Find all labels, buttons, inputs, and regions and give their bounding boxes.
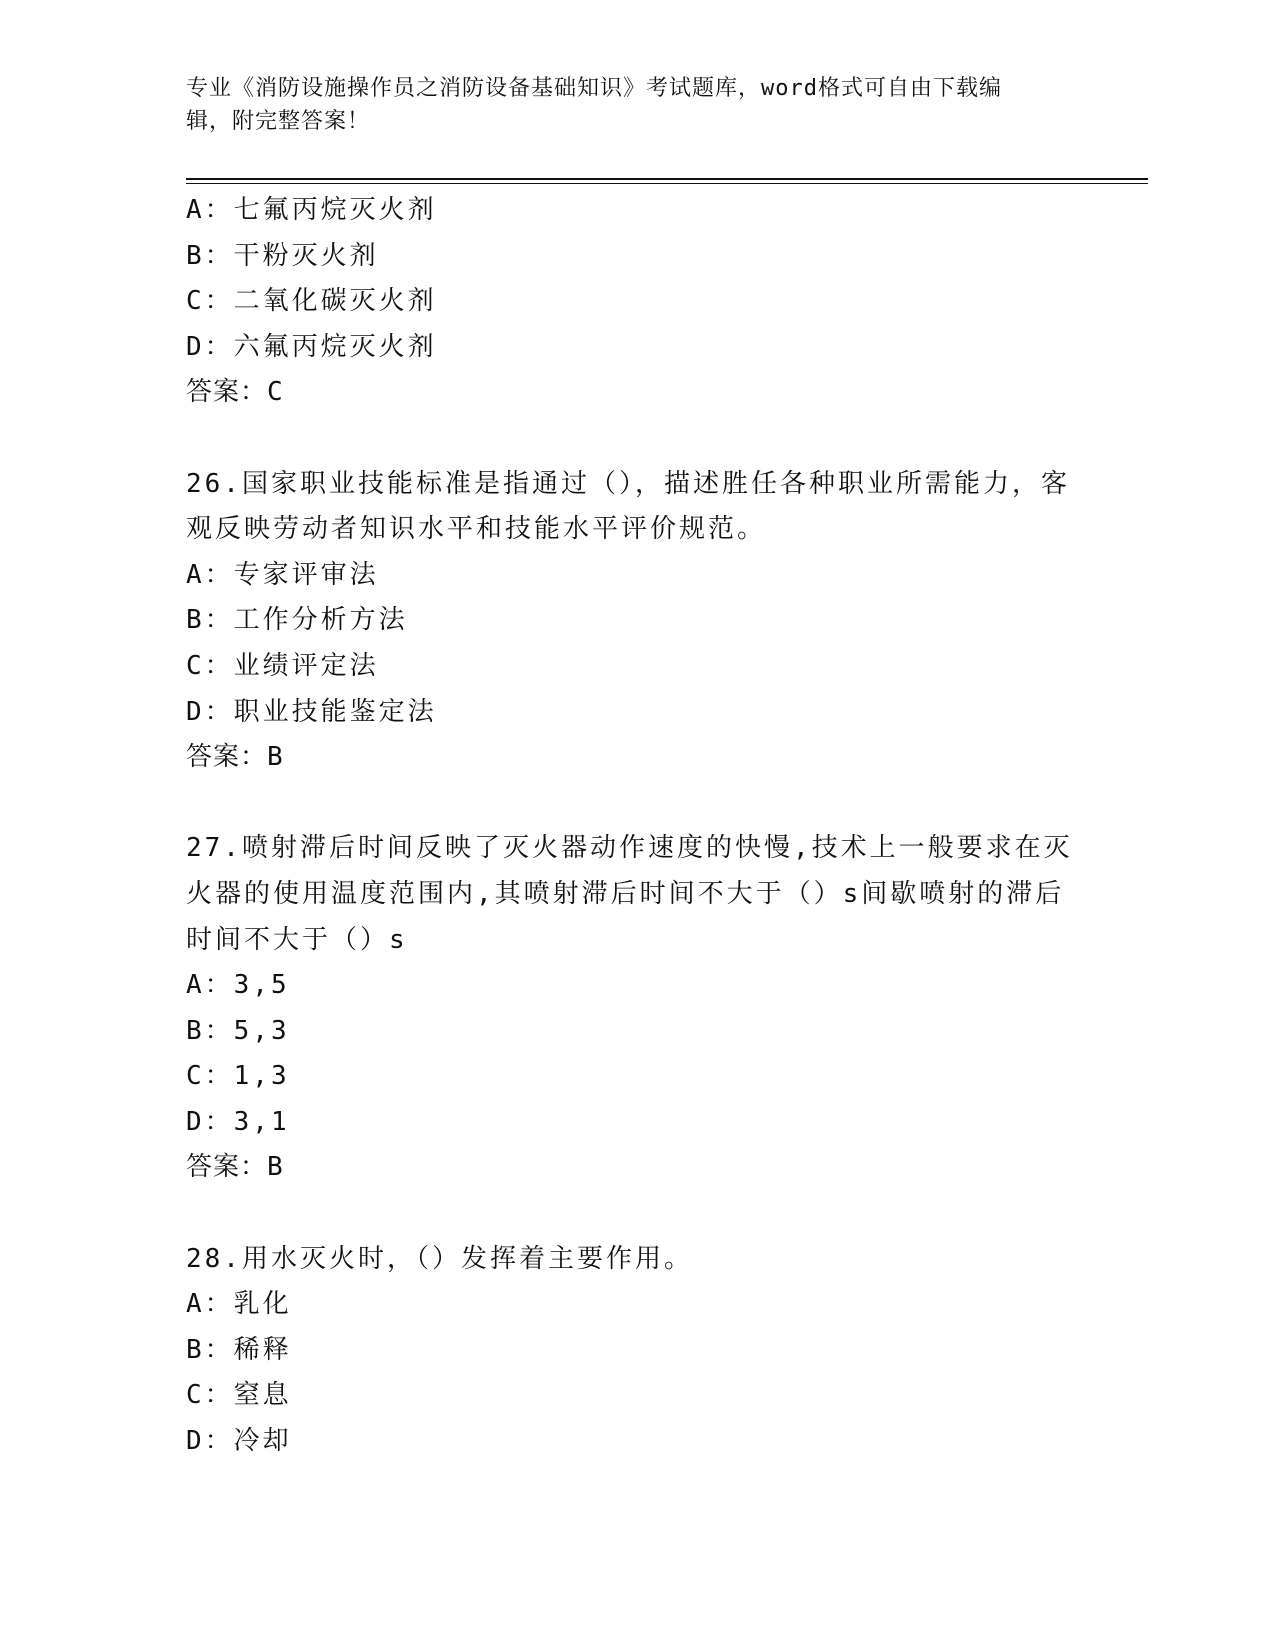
answer-line: 答案：B (186, 742, 284, 773)
question-25 (186, 188, 1086, 416)
document-header (186, 72, 1086, 138)
header-line-2: 辑，附完整答案！ (186, 109, 371, 134)
answer-line: 答案：B (186, 1152, 284, 1183)
option-b: B：干粉灭火剂 (186, 240, 379, 271)
option-a: A：七氟丙烷灭火剂 (186, 195, 437, 225)
option-d: D：六氟丙烷灭火剂 (186, 331, 437, 362)
question-text-line: 火器的使用温度范围内,其喷射滞后时间不大于（）s间歇喷射的滞后 (186, 878, 1065, 909)
spacer (186, 781, 1086, 827)
question-26 (186, 462, 1086, 781)
header-line-1: 专业《消防设施操作员之消防设备基础知识》考试题库，word格式可自由下载编 (186, 76, 1002, 101)
option-b: B：工作分析方法 (186, 605, 408, 636)
answer-line: 答案：C (186, 377, 284, 408)
option-d: D：冷却 (186, 1426, 292, 1457)
question-text-line: 时间不大于（）s (186, 924, 408, 955)
question-list (186, 188, 1086, 1465)
header-rule-thick (186, 178, 1148, 180)
header-rule-thin (186, 183, 1148, 184)
question-text-line: 28.用水灭火时，（）发挥着主要作用。 (186, 1243, 693, 1274)
option-c: C：窒息 (186, 1380, 292, 1411)
question-text-line: 26.国家职业技能标准是指通过（），描述胜任各种职业所需能力，客 (186, 468, 1070, 499)
spacer (186, 1191, 1086, 1237)
option-d: D：职业技能鉴定法 (186, 696, 437, 727)
option-a: A：专家评审法 (186, 559, 379, 590)
question-28 (186, 1237, 1086, 1465)
option-c: C：二氧化碳灭火剂 (186, 286, 437, 317)
option-a: A：乳化 (186, 1289, 292, 1320)
question-text-line: 观反映劳动者知识水平和技能水平评价规范。 (186, 514, 767, 545)
option-b: B：稀释 (186, 1334, 292, 1365)
question-text-line: 27.喷射滞后时间反映了灭火器动作速度的快慢,技术上一般要求在灭 (186, 833, 1073, 864)
spacer (186, 416, 1086, 462)
option-c: C：1,3 (186, 1061, 290, 1092)
question-27 (186, 826, 1086, 1191)
option-d: D：3,1 (186, 1106, 290, 1137)
option-b: B：5,3 (186, 1015, 290, 1046)
option-c: C：业绩评定法 (186, 650, 379, 681)
option-a: A：3,5 (186, 970, 290, 1001)
